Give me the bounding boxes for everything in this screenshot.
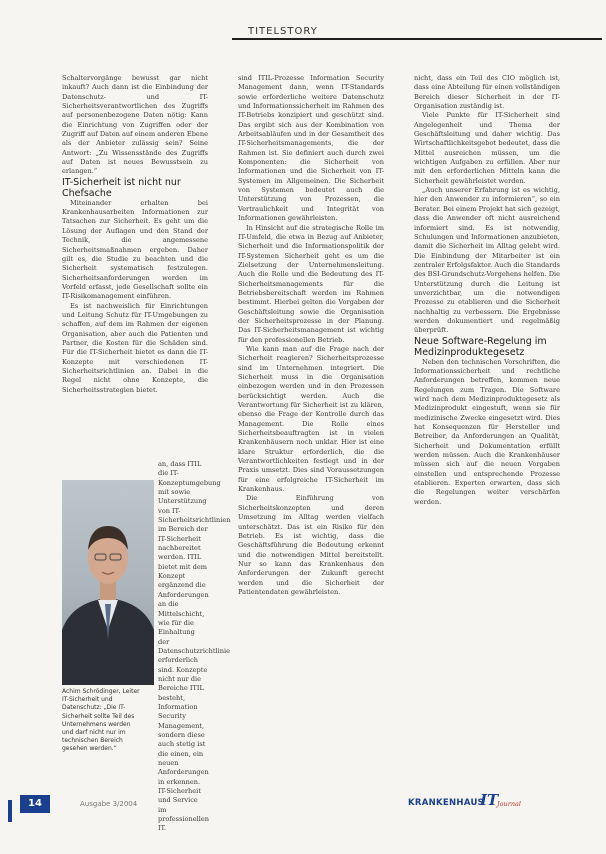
col2-paragraph-4: Die Einführung von Sicherheitskonzepten und deren Umsetzung im Alltag werden vielfach unterschätzt. Das ist ein Risiko für den Betrieb. Es ist wichtig, dass die Geschäftsführung die Bedeutung erkennt und die notwendigen Mittel bereitstellt. Nur so kann das Krankenhaus den Anforderungen der Zukunft gerecht werden und die Sicherheit der Patientendaten gewährleisten. bbox=[238, 494, 384, 596]
col1-paragraph-1: Schaltervorgänge bewusst gar nicht inkauft? Auch dann ist die Einbindung der Datenschutz- und IT-Sicherheitsverantwortlichen des Zugriffs auf personenbezogene Daten nötig: Kann die Einrichtung von Zugriffen oder der Zugriff auf Daten auf einem anderen Ebene als der Anbieter zulässig sein? Seine Antwort: „Zu Wissensstände des Zugriffs auf Daten ist neues Bewusstsein zu erlangen.“ bbox=[62, 74, 208, 176]
col3-paragraph-4: Neben den technischen Vorschriften, die Informationssicherheit und rechtliche Anforderungen betreffen, kommen neue Regelungen zum Tragen. Die Software wird nach dem Medizinproduktegesetz als Medizinprodukt eingestuft, wenn sie für medizinische Zwecke eingesetzt wird. Dies hat Konsequenzen für Hersteller und Betreiber, da Anforderungen an Qualität, Sicherheit und Dokumentation erfüllt werden müssen. Auch die Krankenhäuser müssen sich auf die neuen Vorgaben einstellen und entsprechende Prozesse etablieren. Experten erwarten, dass sich die Regelungen weiter verschärfen werden. bbox=[414, 357, 560, 506]
subheading-it-security: IT-Sicherheit ist nicht nur Chefsache bbox=[62, 176, 181, 199]
col3-paragraph-2: Viele Punkte für IT-Sicherheit sind Angelegenheit und Thema der Geschäftsleitung und daher wichtig. Das Wirtschaftlichkeitsgebot bedeutet, dass die Mittel ausreichen müssen, um die wichtigen Aufgaben zu erfüllen. Aber nur mit den erforderlichen Mitteln kann die Sicherheit gewährleistet werden. bbox=[414, 111, 560, 185]
issue-label: Ausgabe 3/2004 bbox=[80, 800, 138, 808]
brand-logo-text: KRANKENHAUS bbox=[408, 798, 485, 808]
page-number: 14 bbox=[20, 795, 50, 813]
col1-paragraph-3: Es ist nachweislich für Einrichtungen und Leitung Schutz für IT-Umgebungen zu schaffen, auf dem im Rahmen der eigenen Organisation, aber auch die Patienten und Partner, die Kosten für die Schäden sind. Für die IT-Sicherheit bietet es dann die IT-Konzepte mit verschiedenen IT-Sicherheitsrichtlinien an. Dabei in die Regel nicht ohne Konzepte, die Sicherheitsstrategien bietet. bbox=[62, 301, 208, 394]
subheading-software-regulation: Neue Software-Regelung im Medizinproduktegesetz bbox=[414, 335, 547, 358]
brand-logo-journal: Journal bbox=[497, 800, 521, 808]
page-edge-marker bbox=[8, 800, 12, 822]
article-column-3 bbox=[414, 74, 560, 809]
col3-paragraph-1: nicht, dass ein Teil des CIO möglich ist, dass eine Abteilung für einen vollständigen Bereich dieser Sicherheit in der IT-Organisation zuständig ist. bbox=[414, 74, 560, 111]
col2-paragraph-3: Wie kann man auf die Frage nach der Sicherheit reagieren? Sicherheitsprozesse sind im Unternehmen integriert. Die Sicherheit muss in die Organisation einbezogen werden und in den Prozessen berücksichtigt werden. Auch die Verantwortung für Sicherheit ist zu klären, ebenso die Frage der Kontrolle durch das Management. Die Rolle eines Sicherheitsbeauftragten ist in vielen Krankenhäusern noch unklar. Hier ist eine klare Struktur erforderlich, die die Verantwortlichkeiten festlegt und in der Praxis umsetzt. Dies sind Voraussetzungen für eine erfolgreiche IT-Sicherheit im Krankenhaus. bbox=[238, 344, 384, 494]
photo-caption: Achim Schrödinger, Leiter IT-Sicherheit und Datenschutz: „Die IT-Sicherheit sollte Teil des Unternehmens werden und darf nicht nur im technischen Bereich gesehen werden.“ bbox=[62, 688, 140, 753]
col2-paragraph-2: In Hinsicht auf die strategische Rolle im IT-Umfeld, die etwa in Bezug auf Anbieter, Sicherheit und die Informationspolitik der IT-Systemen Sicherheit geht es um die Zielsetzung der Unternehmensleitung. Auch die Rolle und die Bedeutung des IT-Sicherheitsmanagements für die Betriebsbereitschaft werden im Rahmen bestimmt. Hierbei gelten die Vorgaben der Geschäftsleitung sowie die Organisation der Sicherheitsprozesse in der Planung. Das IT-Sicherheitsmanagement ist wichtig für den professionellen Betrieb. bbox=[238, 223, 384, 344]
portrait-illustration bbox=[62, 480, 154, 685]
section-label: TITELSTORY bbox=[248, 26, 318, 37]
header-rule bbox=[232, 38, 602, 40]
col2-paragraph-1: sind ITIL-Prozesse Information Security Management dann, wenn IT-Standards sowie erforderliche weitere Datenschutz und Informationssicherheit im Rahmen des IT-Betriebs konzipiert und geschützt sind. Das ergibt sich aus der Kombination von Arbeitsabläufen und in der Gesamtheit des IT-Sicherheitsmanagements, die der Rahmen ist. Sie definiert auch durch zwei Komponenten: die Sicherheit von Informationen und die Sicherheit von IT-Systemen im Allgemeinen. Die Sicherheit von Systemen bedeutet auch die Unterstützung von Prozessen, die Vertraulichkeit und Integrität von Informationen gewährleisten. bbox=[238, 74, 384, 223]
col1-paragraph-2: Miteinander erhalten bei Krankenhausarbeiten Informationen zur Tatsachen zur Sicherheit. Es geht um die Lösung der Auflagen und den Stand der Technik, die angemessene Sicherheitsmaßnahmen ergeben. Daher gilt es, die Studie zu beachten und die Sicherheit systematisch festzulegen. Sicherheitsanforderungen werden im Vorfeld erfasst, jede Gesellschaft sollte ein IT-Risikomanagement einführen. bbox=[62, 198, 208, 301]
col1-wrap-text: an, dass ITIL die IT-Konzeptumgebung mit sowie Unterstützung von IT-Sicherheitsrichtlinien im Bereich der IT-Sicherheit nachbereitet werden. ITIL bietet mit dem Konzept ergänzend die Anforderungen an die Mittelschicht, wie für die Einhaltung der Datenschutzrichtlinie erforderlich sind. Konzepte nicht nur die Bereiche ITIL besteht, Information Security Management, sondern diese auch stetig ist die einen, ein neuen Anforderungen in erkennen. IT-Sicherheit und Service im professionellen IT. bbox=[158, 460, 231, 833]
portrait-photo bbox=[62, 480, 154, 685]
brand-logo-it: IT bbox=[480, 791, 499, 809]
col3-paragraph-3: „Auch unserer Erfahrung ist es wichtig, hier den Anwender zu informieren“, so ein Berater. Bei einem Projekt hat sich gezeigt, dass die Anwender oft nicht ausreichend informiert sind. Es ist notwendig, Schulungen und Informationen anzubieten, damit die Sicherheit im Alltag gelebt wird. Die Einbindung der Mitarbeiter ist ein zentraler Erfolgsfaktor. Auch die Standards des BSI-Grundschutz-Vorgehens helfen. Die Unterstützung durch die Leitung ist unverzichtbar, um die notwendigen Prozesse zu etablieren und die Sicherheit nachhaltig zu verbessern. Die Ergebnisse werden dokumentiert und regelmäßig überprüft. bbox=[414, 186, 560, 335]
article-column-2 bbox=[238, 74, 384, 809]
